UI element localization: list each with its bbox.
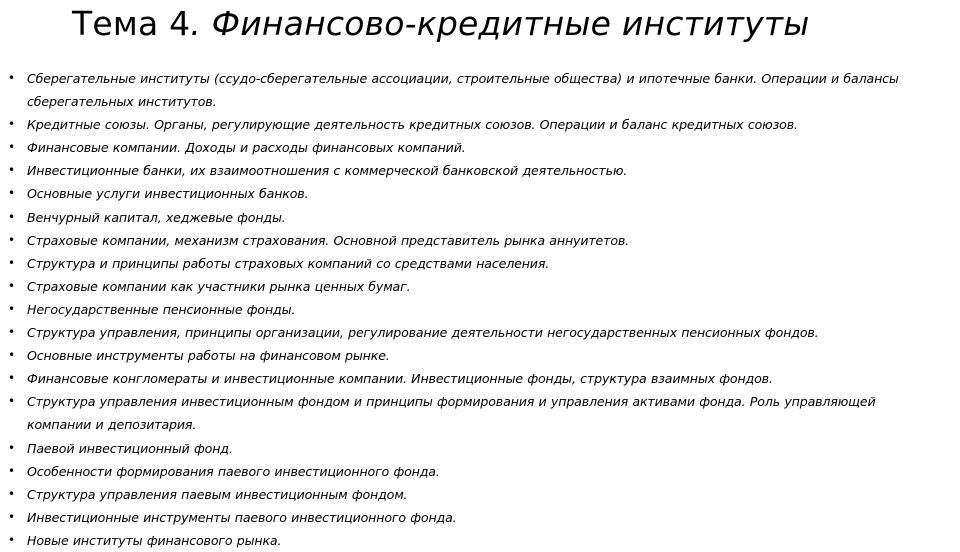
list-item-text: Венчурный капитал, хеджевые фонды. [27,209,286,225]
bullet-icon: • [8,394,15,409]
list-item-text: Структура управления инвестиционным фондом и принципы формирования и управления активами фонда. Роль управляющей компании и депозитария. [27,394,876,433]
topic-list [8,67,938,552]
list-item-text: Структура управления паевым инвестиционным фондом. [27,486,408,502]
bullet-icon: • [8,440,15,455]
slide-title-topic-name: . Финансово-кредитные институты [190,4,810,43]
list-item [8,67,938,113]
bullet-icon: • [8,232,15,247]
list-item [8,506,938,529]
bullet-icon: • [8,71,15,85]
bullet-icon: • [8,348,15,363]
bullet-icon: • [8,486,15,501]
list-item-text: Финансовые компании. Доходы и расходы финансовых компаний. [27,140,466,156]
list-item-text: Основные услуги инвестиционных банков. [27,186,309,202]
list-item [8,206,938,229]
list-item-text: Кредитные союзы. Органы, регулирующие деятельность кредитных союзов. Операции и баланс кредитных союзов. [27,117,798,133]
list-item-text: Инвестиционные банки, их взаимоотношения с коммерческой банковской деятельностью. [27,163,628,179]
bullet-icon: • [8,278,15,293]
bullet-icon: • [8,186,15,201]
list-item-text: Сберегательные институты (ссудо-сберегательные ассоциации, строительные общества) и ипотечные банки. Операции и балансы сберегательных институтов. [27,71,899,110]
list-item [8,113,938,136]
list-item [8,437,938,460]
list-item [8,229,938,252]
bullet-icon: • [8,140,15,155]
list-item-text: Новые институты финансового рынка. [27,532,282,548]
bullet-icon: • [8,301,15,316]
list-item [8,344,938,367]
list-item [8,275,938,298]
bullet-icon: • [8,371,15,386]
list-item [8,483,938,506]
bullet-icon: • [8,463,15,478]
list-item [8,252,938,275]
list-item [8,159,938,182]
bullet-icon: • [8,255,15,270]
bullet-icon: • [8,325,15,340]
list-item-text: Паевой инвестиционный фонд. [27,440,233,456]
slide-title-topic-number: Тема 4 [72,4,191,43]
list-item-text: Финансовые конгломераты и инвестиционные компании. Инвестиционные фонды, структура взаимных фондов. [27,371,773,387]
bullet-icon: • [8,509,15,524]
list-item [8,182,938,205]
bullet-icon: • [8,532,15,547]
list-item-text: Страховые компании как участники рынка ценных бумаг. [27,278,411,294]
list-item-text: Страховые компании, механизм страхования. Основной представитель рынка аннуитетов. [27,232,630,248]
list-item [8,321,938,344]
list-item-text: Структура и принципы работы страховых компаний со средствами населения. [27,255,550,271]
bullet-icon: • [8,117,15,132]
list-item-text: Негосударственные пенсионные фонды. [27,301,296,317]
list-item-text: Особенности формирования паевого инвестиционного фонда. [27,463,440,479]
list-item [8,460,938,483]
list-item [8,298,938,321]
list-item-text: Основные инструменты работы на финансовом рынке. [27,348,390,364]
list-item [8,390,938,436]
list-item [8,367,938,390]
list-item-text: Инвестиционные инструменты паевого инвестиционного фонда. [27,509,457,525]
slide-title [72,0,810,48]
bullet-icon: • [8,209,15,224]
list-item [8,529,938,552]
list-item-text: Структура управления, принципы организации, регулирование деятельности негосударственных пенсионных фондов. [27,325,819,341]
list-item [8,136,938,159]
bullet-icon: • [8,163,15,178]
